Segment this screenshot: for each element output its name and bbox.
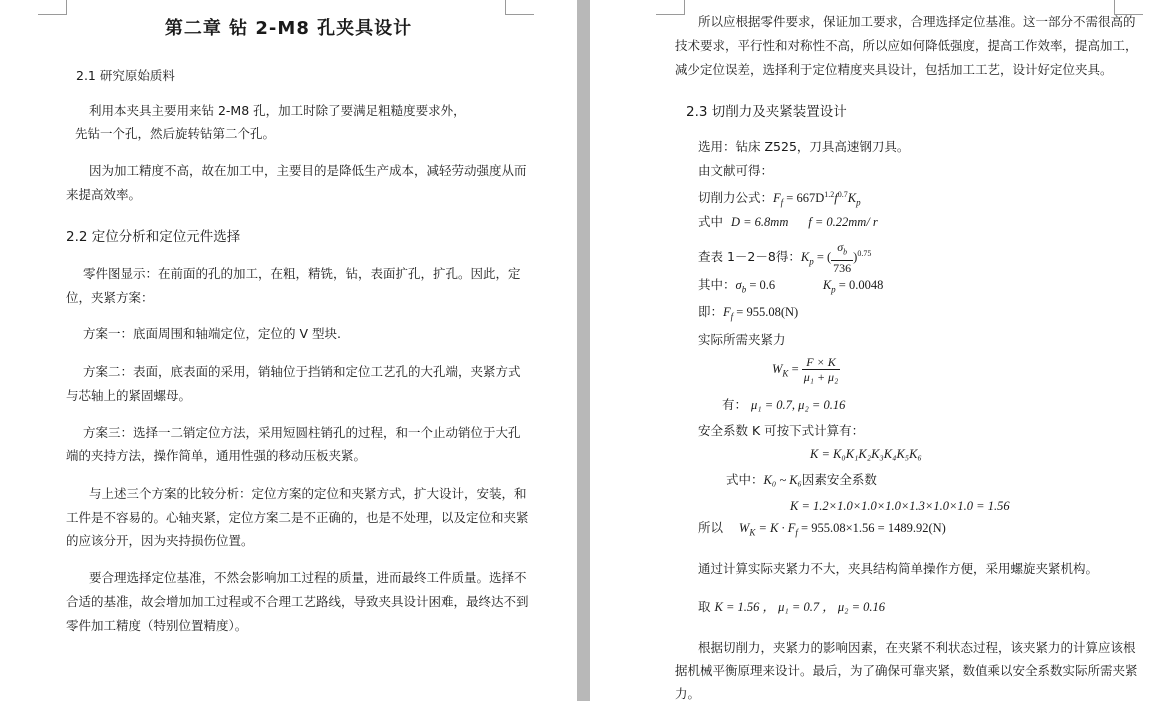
paragraph-line: 技术要求，平行性和对称性不高，所以应如何降低强度，提高工作效率，提高加工， — [675, 38, 1138, 53]
math-expression: = 955.08×1.56 = 1489.92(N) — [797, 521, 946, 535]
formula-label: 有： — [722, 397, 748, 412]
math-superscript: 1.2 — [824, 190, 835, 199]
paragraph-line: 因为加工精度不高，故在加工中，主要目的是降低生产成本，减轻劳动强度从而 — [89, 163, 527, 178]
paragraph-line: 先钻一个孔，然后旋转钻第二个孔。 — [75, 126, 276, 141]
math-expression: K = 1.56 ， μ₁ = 0.7 ， μ₂ = 0.16 — [714, 600, 886, 614]
paragraph-line: 与上述三个方案的比较分析：定位方案的定位和夹紧方式，扩大设计，安装，和 — [89, 486, 527, 501]
math-expression: = 0.6 — [746, 278, 776, 292]
paragraph-line: 工件是不容易的。心轴夹紧，定位方案二是不正确的，也是不处理，以及定位和夹紧 — [66, 510, 529, 525]
math-symbol: K — [847, 191, 857, 206]
parameter-values — [698, 273, 883, 302]
paragraph-line: 方案一：底面周围和轴端定位，定位的 V 型块. — [83, 326, 341, 341]
paragraph-line: 据机械平衡原理来设计。最后，为了确保可靠夹紧，数值乘以安全系数实际所需夹紧 — [675, 663, 1138, 678]
paragraph-line: 选用：钻床 Z525，刀具高速钢刀具。 — [698, 139, 910, 154]
math-subscript: p — [809, 256, 814, 267]
formula-label: 取 — [698, 599, 711, 614]
math-symbol: F — [773, 191, 781, 206]
math-expression: = 955.08(N) — [733, 305, 799, 319]
paragraph-line: 合适的基准，故会增加加工过程或不合理工艺路线，导致夹具设计困难，最终达不到 — [66, 594, 529, 609]
paragraph-line: 来提高效率。 — [66, 187, 142, 202]
page-gutter — [577, 0, 590, 701]
math-expression: f = 0.22mm/ r — [808, 215, 878, 229]
math-expression: = ( — [813, 250, 832, 265]
paragraph-line: 力。 — [675, 686, 701, 701]
math-expression: K₀ ~ K₆ — [763, 473, 802, 487]
formula-label: 式中： — [726, 472, 764, 487]
paragraph-line: 实际所需夹紧力 — [698, 332, 786, 347]
section-heading-2-2: 2.2 定位分析和定位元件选择 — [66, 229, 241, 245]
math-subscript: f — [780, 197, 784, 208]
math-symbol: F — [723, 305, 731, 319]
crop-mark — [656, 0, 685, 15]
math-expression: = — [788, 362, 802, 376]
document-page-right — [590, 0, 1168, 701]
safety-factor-value — [790, 494, 1010, 518]
friction-coefficients — [722, 393, 845, 417]
math-expression: = 667D — [783, 191, 825, 206]
crop-mark — [38, 0, 67, 15]
math-symbol: K — [800, 250, 810, 265]
math-expression: = 0.0048 — [835, 278, 884, 292]
selected-values — [698, 595, 885, 619]
math-expression: = K · F — [755, 521, 796, 535]
math-expression: ) — [853, 250, 858, 265]
paragraph-line: 零件加工精度（特别位置精度）。 — [66, 618, 248, 633]
paragraph-line: 方案二：表面，底表面的采用，销轴位于挡销和定位工艺孔的大孔端，夹紧方式 — [83, 364, 521, 379]
fraction — [831, 240, 853, 274]
paragraph-line: 与芯轴上的紧固螺母。 — [66, 388, 192, 403]
formula-label: 式中 — [698, 214, 724, 229]
paragraph-line: 通过计算实际夹紧力不大，夹具结构简单操作方便，采用螺旋夹紧机构。 — [698, 561, 1099, 576]
math-subscript: f — [730, 311, 734, 322]
math-subscript: f — [795, 527, 798, 538]
formula-label: 切削力公式： — [698, 190, 774, 206]
fraction-numerator: F × K — [802, 355, 841, 370]
paragraph-line: 要合理选择定位基准，不然会影响加工过程的质量，进而最终工件质量。选择不 — [89, 570, 527, 585]
paragraph-line: 减少定位误差，选择利于定位精度夹具设计，包括加工工艺，设计好定位夹具。 — [675, 62, 1113, 77]
formula-label: 其中： — [698, 277, 736, 292]
formula-label: 即： — [698, 304, 724, 319]
math-subscript: K — [749, 527, 756, 538]
fraction-numerator — [831, 240, 853, 260]
clamping-force-result — [698, 516, 946, 545]
fraction-denominator: μ₁ + μ₂ — [803, 370, 839, 384]
cutting-force-result — [698, 300, 798, 329]
paragraph-line: 端的夹持方法，操作简单，通用性强的移动压板夹紧。 — [66, 448, 367, 463]
math-expression: D = 6.8mm — [730, 215, 789, 229]
paragraph-line: 利用本夹具主要用来钻 2-M8 孔，加工时除了要满足粗糙度要求外， — [89, 103, 466, 118]
formula-text: 因素安全系数 — [801, 472, 877, 487]
math-expression: K = 1.2×1.0×1.0×1.0×1.3×1.0×1.0 = 1.56 — [790, 499, 1010, 513]
math-symbol: σ — [837, 240, 844, 255]
paragraph-line: 零件图显示：在前面的孔的加工，在粗，精铣，钻，表面扩孔，扩孔。因此，定 — [83, 266, 521, 281]
paragraph-line: 由文献可得： — [698, 163, 774, 178]
paragraph-line: 的应该分开，因为夹持损伤位置。 — [66, 533, 254, 548]
section-heading-2-1: 2.1 研究原始质料 — [76, 68, 175, 83]
clamping-force-formula — [772, 352, 840, 391]
math-symbol: K — [822, 278, 832, 292]
math-symbol: σ — [735, 278, 742, 292]
math-subscript: b — [741, 284, 747, 295]
math-superscript: 0.7 — [837, 190, 848, 199]
formula-label: 查表 1－2－8得： — [698, 249, 801, 265]
math-subscript: b — [843, 247, 848, 257]
paragraph-line: 方案三：选择一二销定位方法，采用短圆柱销孔的过程，和一个止动销位于大孔 — [83, 425, 521, 440]
variable-definition — [698, 210, 878, 234]
math-superscript: 0.75 — [857, 249, 872, 258]
document-page-left — [0, 0, 577, 701]
math-symbol: f — [834, 191, 838, 206]
paragraph-line: 根据切削力，夹紧力的影响因素，在夹紧不利状态过程，该夹紧力的计算应该根 — [698, 640, 1136, 655]
math-symbol: W — [772, 362, 783, 376]
math-symbol: W — [738, 521, 750, 535]
formula-label: 所以 — [698, 520, 724, 535]
chapter-title: 第二章 钻 2-M8 孔夹具设计 — [164, 18, 413, 39]
fraction — [802, 355, 841, 384]
safety-factor-formula — [810, 442, 922, 466]
section-heading-2-3: 2.3 切削力及夹紧装置设计 — [686, 104, 847, 120]
paragraph-line: 安全系数 K 可按下式计算有： — [698, 423, 865, 438]
math-subscript: p — [856, 197, 861, 208]
safety-factor-definition — [726, 468, 877, 492]
paragraph-line: 位，夹紧方案： — [66, 290, 154, 305]
paragraph-line: 所以应根据零件要求，保证加工要求，合理选择定位基准。这一部分不需很高的 — [698, 14, 1136, 29]
math-expression: μ₁ = 0.7, μ₂ = 0.16 — [751, 398, 846, 412]
table-lookup-formula — [698, 240, 871, 276]
fraction-denominator: 736 — [833, 260, 852, 275]
crop-mark — [505, 0, 534, 15]
math-subscript: p — [831, 284, 836, 295]
math-subscript: K — [782, 368, 789, 379]
math-expression: K = K₀K₁K₂K₃K₄K₅K₆ — [810, 447, 922, 461]
